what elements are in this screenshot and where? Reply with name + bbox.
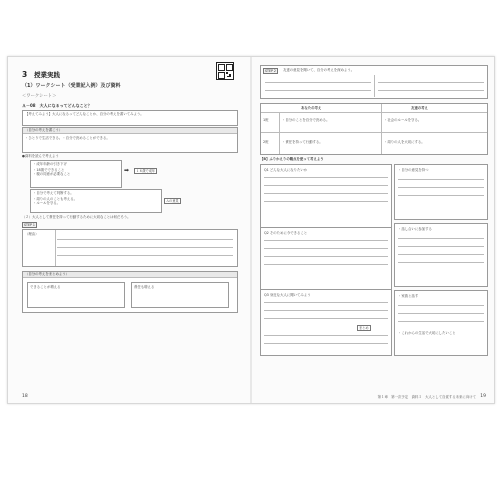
reflection-question: Q2 そのために今できること — [264, 231, 308, 235]
age-tag: １８歳で成年 — [136, 169, 156, 173]
step2-text: 友達の意見を聞いて、自分の考えを深めよう。 — [283, 68, 355, 72]
materials-box — [30, 160, 122, 188]
col-right-header: 友達の考え — [411, 106, 428, 110]
reflection-question: Q3 身近な大人に聞いてみよう — [264, 293, 311, 297]
step2-label: STEP 2 — [265, 69, 276, 73]
right-page — [252, 57, 494, 403]
row-left-text: ・自分のことを自分で決める。 — [282, 118, 330, 122]
qr-code-icon — [216, 62, 234, 80]
side-note: ・自分の意見を持つ — [398, 168, 429, 172]
page-number-left: 18 — [22, 394, 28, 399]
side-note: ・話し合いに参加する — [398, 227, 432, 231]
summary-left — [27, 282, 125, 308]
materials-item: ・親の同意が必要なこと — [33, 172, 71, 177]
side-note-box-2 — [394, 223, 488, 287]
col-left-header: あなたの考え — [301, 106, 322, 110]
step1-label: STEP 1 — [24, 223, 35, 227]
worksheet-note: ＜ワークシート＞ — [22, 94, 57, 99]
bottom-note: ・これからの生活で大切にしたいこと — [398, 331, 456, 335]
side-note-box-3 — [394, 290, 488, 356]
question-title: Ａ－08 大人になるってどんなこと？ — [22, 103, 92, 108]
side-note: ・家族と話す — [398, 294, 419, 298]
prompt-box — [22, 110, 238, 126]
answer-line: ・自分で考えて判断する。 — [33, 191, 74, 195]
row-right-text: ・社会のルールを守る。 — [384, 118, 422, 122]
answer-line: ・ルールを守る。 — [33, 201, 61, 206]
own-opinion-text: ・ひとりで生活できる。・自分で決めることができる。 — [25, 136, 110, 140]
arrow-right-icon: ➡ — [124, 167, 130, 174]
reflection-box — [260, 164, 392, 356]
side-note-box-1 — [394, 164, 488, 220]
materials-item: ・18歳でできること — [33, 167, 65, 172]
prompt-line: 【考えてみよう】大人になるってどんなことか、自分の考えを書いてみよう。 — [25, 112, 144, 116]
summary-left-text: できることが増える — [30, 285, 61, 289]
opinion-tag: Ａの意見 — [166, 199, 179, 203]
subsection-title: （1）ワークシート（受業記入例）及び資料 — [22, 83, 121, 89]
step2-box — [260, 65, 488, 99]
summary-header: （自分の考えをまとめよう） — [23, 272, 237, 278]
comparison-table — [260, 103, 488, 155]
summary-box — [22, 271, 238, 313]
book-spread — [7, 56, 495, 404]
summary-right-text: 責任も増える — [134, 285, 155, 289]
materials-item: ・成年年齢の引き下げ — [33, 162, 67, 166]
answer-line: ・周りの人のことも考える。 — [33, 196, 78, 201]
summary-right — [131, 282, 229, 308]
row-label: 2班 — [263, 140, 269, 144]
step1-box — [22, 229, 238, 267]
page-number-right: 19 — [480, 394, 486, 399]
section-number: 3 — [22, 70, 28, 79]
page-footer: 第１章 第一次予定 資料１ 大人として自覚する未来に向けて — [377, 395, 476, 399]
own-opinion-box — [22, 127, 238, 153]
row-label: 1班 — [263, 118, 269, 122]
row-left-text: ・責任を持って行動する。 — [282, 140, 323, 144]
section-title: 授業実践 — [34, 71, 60, 79]
list-header: ●資料を読んで考えよう — [22, 154, 59, 158]
section-b-header: 【B】ふりかえりの観点を使って考えよう — [260, 157, 324, 161]
step1-result-label: （理由） — [25, 232, 39, 236]
row-right-text: ・周りの人を大切にする。 — [384, 140, 425, 144]
reflection-question: Q1 どんな大人になりたいか — [264, 168, 308, 172]
left-page — [8, 57, 250, 403]
summary-tag: まとめ — [359, 326, 369, 330]
step-question: （２）大人として責任を持って行動するために大切なことは何だろう。 — [22, 215, 131, 219]
answer-box — [30, 189, 162, 213]
own-opinion-header: （自分の考えを書こう） — [23, 128, 237, 134]
